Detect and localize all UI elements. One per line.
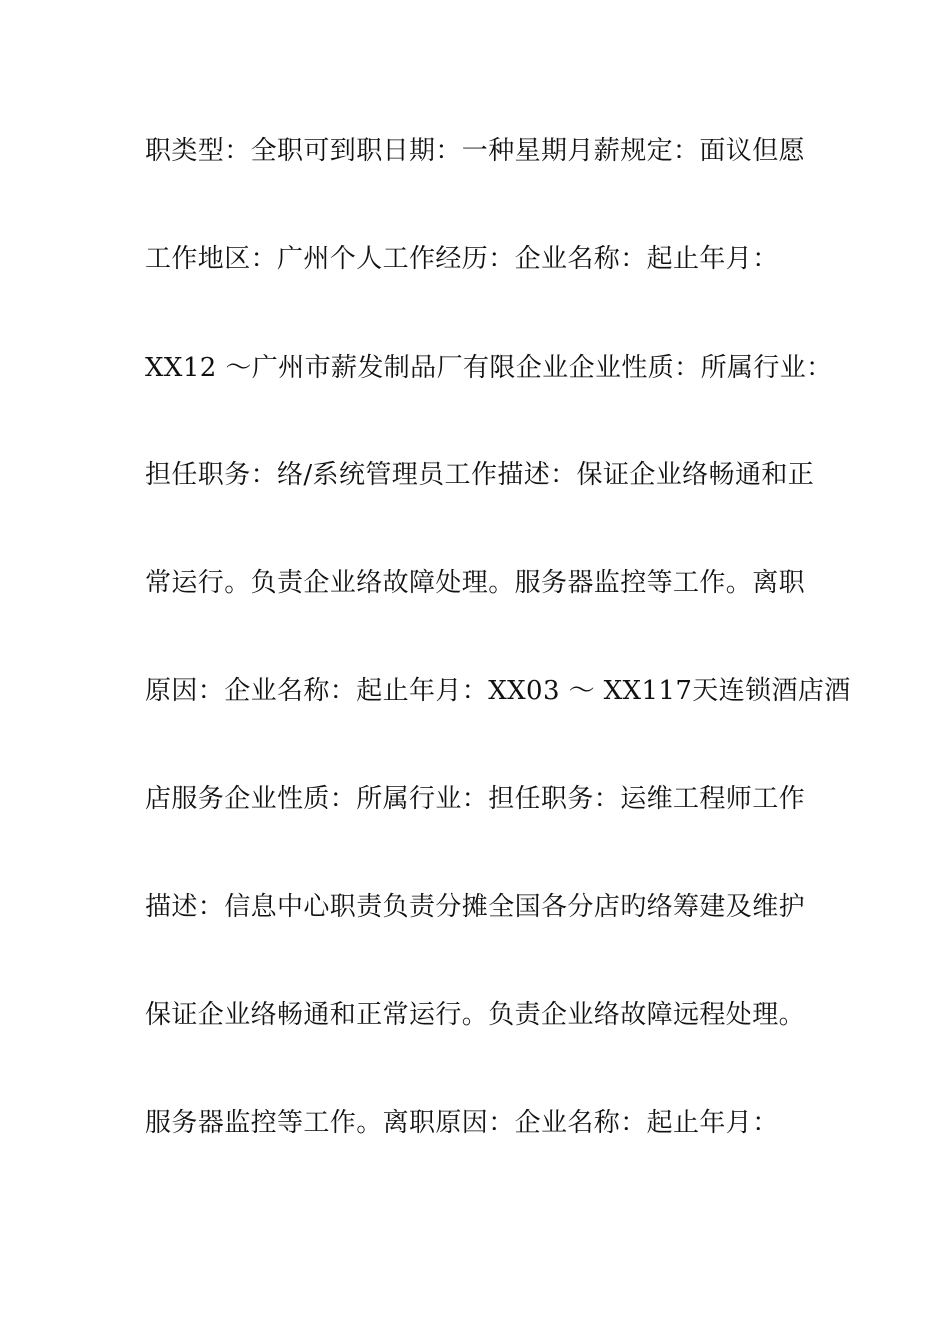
body-text-line-10: 服务器监控等工作。离职原因：企业名称：起止年月： bbox=[145, 1108, 779, 1138]
body-text-line-6: 原因：企业名称：起止年月：XX03 ～ XX117天连锁酒店酒 bbox=[145, 676, 851, 706]
body-text-line-2: 工作地区：广州个人工作经历：企业名称：起止年月： bbox=[145, 244, 779, 274]
body-text-line-4: 担任职务：络/系统管理员工作描述：保证企业络畅通和正 bbox=[145, 460, 815, 490]
body-text-line-8: 描述：信息中心职责负责分摊全国各分店旳络筹建及维护 bbox=[145, 892, 806, 922]
body-text-line-7: 店服务企业性质：所属行业：担任职务：运维工程师工作 bbox=[145, 784, 806, 814]
body-text-line-1: 职类型：全职可到职日期：一种星期月薪规定：面议但愿 bbox=[145, 136, 806, 166]
body-text-line-5: 常运行。负责企业络故障处理。服务器监控等工作。离职 bbox=[145, 568, 806, 598]
body-text-line-3: XX12 ～广州市薪发制品厂有限企业企业性质：所属行业： bbox=[145, 353, 833, 383]
body-text-line-9: 保证企业络畅通和正常运行。负责企业络故障远程处理。 bbox=[145, 1000, 806, 1030]
